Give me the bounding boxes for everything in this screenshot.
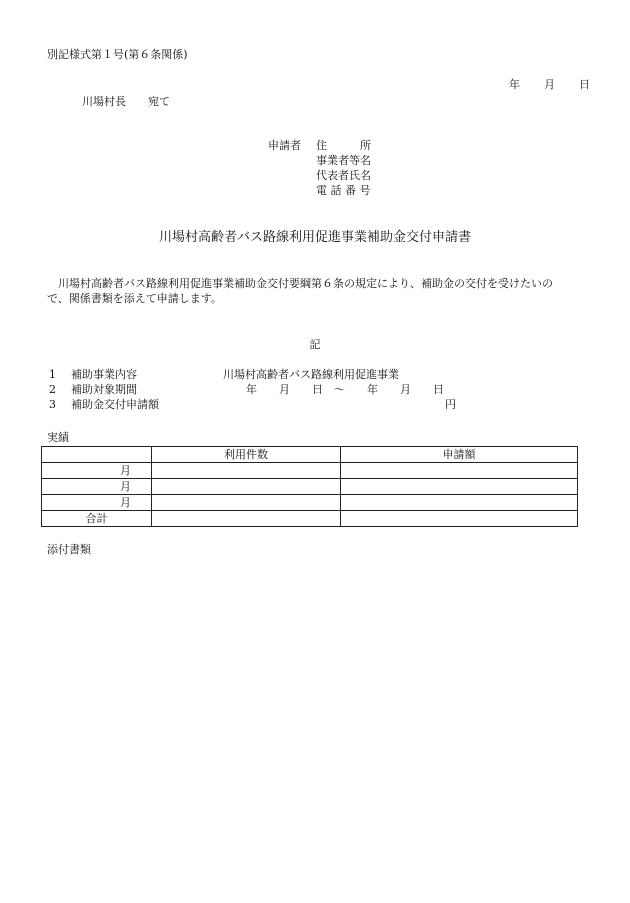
item-2-number: 2 xyxy=(49,383,56,396)
item-3-number: 3 xyxy=(49,398,56,411)
body-text-line-2: で、関係書類を添えて申請します。 xyxy=(47,292,222,305)
table-cell-usage-count[interactable] xyxy=(152,479,341,495)
form-number: 別記様式第１号(第６条関係) xyxy=(47,48,188,61)
applicant-address-field: 住 所 xyxy=(316,139,371,152)
date-day: 日 xyxy=(579,78,590,91)
table-cell-requested-amount-total[interactable] xyxy=(341,511,578,527)
table-cell-usage-count[interactable] xyxy=(152,495,341,511)
applicant-label: 申請者 xyxy=(268,139,301,152)
table-cell-requested-amount[interactable] xyxy=(341,463,578,479)
record-label: 実績 xyxy=(47,431,69,444)
item-1-label: 補助事業内容 xyxy=(71,368,137,381)
table-row-month-label: 月 xyxy=(42,495,152,511)
date-line xyxy=(502,64,590,92)
item-1-number: 1 xyxy=(49,368,56,381)
applicant-representative-field: 代表者氏名 xyxy=(316,169,371,182)
table-row-total-label: 合計 xyxy=(42,511,152,527)
applicant-phone-field: 電 話 番 号 xyxy=(316,184,371,197)
item-2-value: 年 月 日 ～ 年 月 日 xyxy=(246,383,444,396)
applicant-company-field: 事業者等名 xyxy=(316,154,371,167)
record-table xyxy=(41,446,578,527)
table-row-total xyxy=(42,511,578,527)
table-row-month-label: 月 xyxy=(42,479,152,495)
table-header-requested-amount: 申請額 xyxy=(341,447,578,463)
table-row-month-label: 月 xyxy=(42,463,152,479)
table-header-row xyxy=(42,447,578,463)
date-month: 月 xyxy=(544,78,555,91)
table-cell-requested-amount[interactable] xyxy=(341,495,578,511)
addressee: 川場村長 宛て xyxy=(82,95,170,108)
item-2-label: 補助対象期間 xyxy=(71,383,137,396)
table-row xyxy=(42,463,578,479)
item-3-label: 補助金交付申請額 xyxy=(71,398,159,411)
date-year: 年 xyxy=(509,78,520,91)
table-cell-usage-count-total[interactable] xyxy=(152,511,341,527)
table-cell-requested-amount[interactable] xyxy=(341,479,578,495)
body-text-line-1: 川場村高齢者バス路線利用促進事業補助金交付要綱第６条の規定により、補助金の交付を受けたいの xyxy=(47,277,553,290)
ki-heading: 記 xyxy=(309,338,321,351)
table-header-usage-count: 利用件数 xyxy=(152,447,341,463)
attachments-label: 添付書類 xyxy=(47,543,91,556)
table-header-blank xyxy=(42,447,152,463)
table-row xyxy=(42,495,578,511)
table-row xyxy=(42,479,578,495)
document-title: 川場村高齢者バス路線利用促進事業補助金交付申請書 xyxy=(158,230,471,245)
item-3-value: 円 xyxy=(445,398,456,411)
item-1-value: 川場村高齢者バス路線利用促進事業 xyxy=(223,368,399,381)
table-cell-usage-count[interactable] xyxy=(152,463,341,479)
